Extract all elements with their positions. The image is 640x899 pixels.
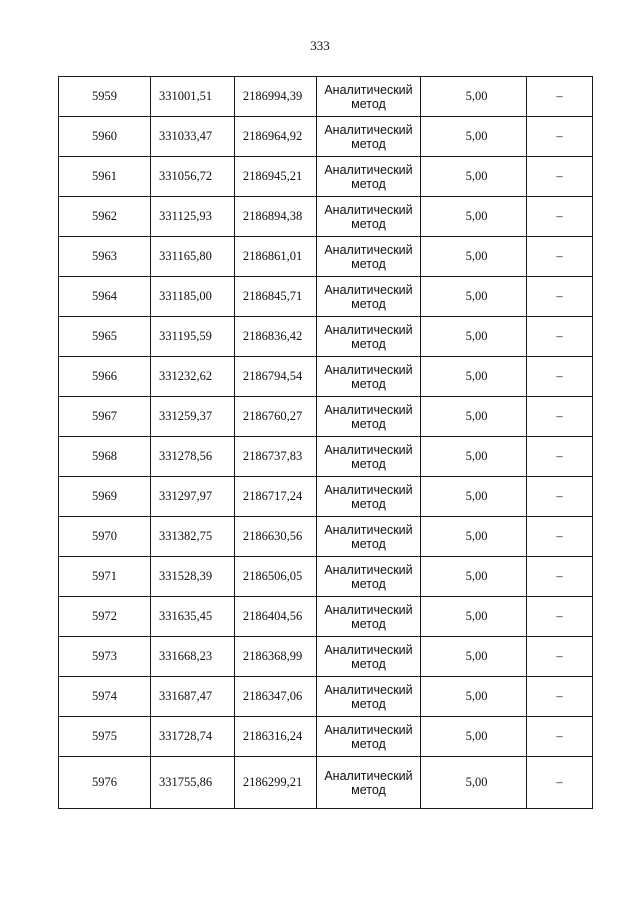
table-row <box>59 637 593 677</box>
note-cell <box>527 317 593 357</box>
method-cell-text: Аналитический метод <box>324 562 413 591</box>
x-coordinate-cell-text: 331382,75 <box>158 529 213 543</box>
method-cell <box>317 317 421 357</box>
note-cell-text: – <box>556 449 563 463</box>
y-coordinate-cell <box>235 317 317 357</box>
point-number-cell <box>59 757 151 809</box>
note-cell-text: – <box>556 529 563 543</box>
method-cell-text: Аналитический метод <box>324 82 413 111</box>
accuracy-cell-text: 5,00 <box>465 409 488 423</box>
note-cell <box>527 197 593 237</box>
method-cell <box>317 157 421 197</box>
y-coordinate-cell-text: 2186964,92 <box>242 129 303 143</box>
note-cell-text: – <box>556 649 563 663</box>
accuracy-cell <box>421 637 527 677</box>
point-number-cell-text: 5971 <box>92 569 117 583</box>
table-row <box>59 557 593 597</box>
note-cell-text: – <box>556 329 563 343</box>
method-cell <box>317 237 421 277</box>
note-cell <box>527 677 593 717</box>
x-coordinate-cell <box>151 637 235 677</box>
method-cell <box>317 477 421 517</box>
x-coordinate-cell-text: 331001,51 <box>158 89 213 103</box>
x-coordinate-cell-text: 331278,56 <box>158 449 213 463</box>
point-number-cell-text: 5969 <box>92 489 117 503</box>
note-cell-text: – <box>556 129 563 143</box>
y-coordinate-cell-text: 2186836,42 <box>242 329 303 343</box>
method-cell <box>317 757 421 809</box>
y-coordinate-cell-text: 2186760,27 <box>242 409 303 423</box>
table-row <box>59 597 593 637</box>
x-coordinate-cell <box>151 117 235 157</box>
accuracy-cell-text: 5,00 <box>465 729 488 743</box>
accuracy-cell-text: 5,00 <box>465 369 488 383</box>
accuracy-cell <box>421 757 527 809</box>
y-coordinate-cell <box>235 677 317 717</box>
note-cell <box>527 757 593 809</box>
note-cell <box>527 357 593 397</box>
table-row <box>59 117 593 157</box>
accuracy-cell <box>421 477 527 517</box>
method-cell-text: Аналитический метод <box>324 362 413 391</box>
accuracy-cell-text: 5,00 <box>465 249 488 263</box>
accuracy-cell <box>421 437 527 477</box>
method-cell-text: Аналитический метод <box>324 722 413 751</box>
method-cell <box>317 357 421 397</box>
point-number-cell <box>59 197 151 237</box>
accuracy-cell <box>421 237 527 277</box>
x-coordinate-cell-text: 331195,59 <box>159 329 212 343</box>
method-cell <box>317 197 421 237</box>
x-coordinate-cell <box>151 157 235 197</box>
x-coordinate-cell-text: 331033,47 <box>158 129 213 143</box>
y-coordinate-cell <box>235 237 317 277</box>
method-cell <box>317 117 421 157</box>
y-coordinate-cell-text: 2186630,56 <box>242 529 303 543</box>
x-coordinate-cell <box>151 277 235 317</box>
point-number-cell <box>59 597 151 637</box>
method-cell <box>317 677 421 717</box>
x-coordinate-cell-text: 331687,47 <box>158 689 213 703</box>
point-number-cell <box>59 517 151 557</box>
accuracy-cell <box>421 117 527 157</box>
method-cell-text: Аналитический метод <box>324 202 413 231</box>
table-row <box>59 437 593 477</box>
x-coordinate-cell <box>151 517 235 557</box>
method-cell-text: Аналитический метод <box>324 682 413 711</box>
accuracy-cell-text: 5,00 <box>465 89 488 103</box>
note-cell <box>527 237 593 277</box>
note-cell <box>527 717 593 757</box>
note-cell <box>527 477 593 517</box>
method-cell <box>317 77 421 117</box>
y-coordinate-cell <box>235 477 317 517</box>
point-number-cell <box>59 157 151 197</box>
accuracy-cell <box>421 517 527 557</box>
y-coordinate-cell-text: 2186506,05 <box>242 569 303 583</box>
y-coordinate-cell <box>235 357 317 397</box>
point-number-cell <box>59 437 151 477</box>
y-coordinate-cell-text: 2186404,56 <box>242 609 303 623</box>
note-cell <box>527 157 593 197</box>
method-cell-text: Аналитический метод <box>324 242 413 271</box>
y-coordinate-cell-text: 2186794,54 <box>242 369 303 383</box>
y-coordinate-cell <box>235 437 317 477</box>
method-cell-text: Аналитический метод <box>324 442 413 471</box>
x-coordinate-cell <box>151 357 235 397</box>
x-coordinate-cell <box>151 677 235 717</box>
accuracy-cell-text: 5,00 <box>465 449 488 463</box>
accuracy-cell <box>421 317 527 357</box>
x-coordinate-cell-text: 331259,37 <box>158 409 213 423</box>
accuracy-cell-text: 5,00 <box>465 649 488 663</box>
point-number-cell <box>59 637 151 677</box>
point-number-cell <box>59 277 151 317</box>
note-cell-text: – <box>556 249 563 263</box>
y-coordinate-cell <box>235 277 317 317</box>
note-cell-text: – <box>556 489 563 503</box>
note-cell <box>527 557 593 597</box>
method-cell-text: Аналитический метод <box>324 642 413 671</box>
point-number-cell-text: 5960 <box>92 129 117 143</box>
method-cell <box>317 557 421 597</box>
note-cell-text: – <box>556 369 563 383</box>
point-number-cell-text: 5974 <box>92 689 117 703</box>
note-cell <box>527 77 593 117</box>
accuracy-cell-text: 5,00 <box>465 129 488 143</box>
table-row <box>59 757 593 809</box>
x-coordinate-cell-text: 331165,80 <box>159 249 212 263</box>
x-coordinate-cell <box>151 437 235 477</box>
x-coordinate-cell-text: 331056,72 <box>158 169 213 183</box>
method-cell-text: Аналитический метод <box>324 402 413 431</box>
accuracy-cell <box>421 397 527 437</box>
y-coordinate-cell <box>235 517 317 557</box>
table-body <box>59 77 593 809</box>
x-coordinate-cell-text: 331185,00 <box>159 289 212 303</box>
table-row <box>59 357 593 397</box>
point-number-cell-text: 5962 <box>92 209 117 223</box>
method-cell <box>317 517 421 557</box>
method-cell <box>317 637 421 677</box>
accuracy-cell <box>421 197 527 237</box>
accuracy-cell-text: 5,00 <box>465 209 488 223</box>
method-cell <box>317 397 421 437</box>
accuracy-cell <box>421 357 527 397</box>
y-coordinate-cell <box>235 597 317 637</box>
x-coordinate-cell <box>151 717 235 757</box>
accuracy-cell <box>421 677 527 717</box>
point-number-cell <box>59 237 151 277</box>
y-coordinate-cell <box>235 757 317 809</box>
table-row <box>59 677 593 717</box>
method-cell-text: Аналитический метод <box>324 122 413 151</box>
x-coordinate-cell-text: 331528,39 <box>158 569 213 583</box>
x-coordinate-cell-text: 331125,93 <box>159 209 212 223</box>
method-cell-text: Аналитический метод <box>324 282 413 311</box>
method-cell <box>317 437 421 477</box>
y-coordinate-cell-text: 2186861,01 <box>242 249 303 263</box>
point-number-cell <box>59 717 151 757</box>
x-coordinate-cell <box>151 557 235 597</box>
method-cell-text: Аналитический метод <box>324 482 413 511</box>
table-row <box>59 517 593 557</box>
note-cell <box>527 117 593 157</box>
accuracy-cell <box>421 597 527 637</box>
point-number-cell-text: 5959 <box>92 89 117 103</box>
y-coordinate-cell-text: 2186717,24 <box>242 489 303 503</box>
point-number-cell <box>59 77 151 117</box>
point-number-cell-text: 5973 <box>92 649 117 663</box>
point-number-cell <box>59 677 151 717</box>
table-row <box>59 477 593 517</box>
table-row <box>59 277 593 317</box>
method-cell-text: Аналитический метод <box>324 162 413 191</box>
note-cell <box>527 597 593 637</box>
accuracy-cell-text: 5,00 <box>465 489 488 503</box>
point-number-cell <box>59 477 151 517</box>
y-coordinate-cell-text: 2186845,71 <box>242 289 303 303</box>
note-cell-text: – <box>556 569 563 583</box>
point-number-cell-text: 5964 <box>92 289 117 303</box>
y-coordinate-cell-text: 2186316,24 <box>242 729 303 743</box>
point-number-cell-text: 5967 <box>92 409 117 423</box>
note-cell-text: – <box>556 409 563 423</box>
accuracy-cell-text: 5,00 <box>465 775 488 789</box>
point-number-cell-text: 5963 <box>92 249 117 263</box>
y-coordinate-cell-text: 2186347,06 <box>242 689 303 703</box>
point-number-cell <box>59 557 151 597</box>
y-coordinate-cell <box>235 117 317 157</box>
y-coordinate-cell-text: 2186737,83 <box>242 449 303 463</box>
table-row <box>59 157 593 197</box>
x-coordinate-cell <box>151 317 235 357</box>
x-coordinate-cell-text: 331668,23 <box>158 649 213 663</box>
point-number-cell-text: 5965 <box>92 329 117 343</box>
x-coordinate-cell <box>151 597 235 637</box>
y-coordinate-cell <box>235 637 317 677</box>
coordinates-table <box>58 76 593 809</box>
accuracy-cell-text: 5,00 <box>465 689 488 703</box>
table-row <box>59 317 593 357</box>
note-cell <box>527 637 593 677</box>
note-cell-text: – <box>556 169 563 183</box>
y-coordinate-cell-text: 2186994,39 <box>242 89 303 103</box>
point-number-cell <box>59 117 151 157</box>
accuracy-cell <box>421 277 527 317</box>
y-coordinate-cell-text: 2186894,38 <box>242 209 303 223</box>
point-number-cell <box>59 397 151 437</box>
method-cell <box>317 717 421 757</box>
note-cell-text: – <box>556 289 563 303</box>
point-number-cell-text: 5970 <box>92 529 117 543</box>
accuracy-cell-text: 5,00 <box>465 569 488 583</box>
y-coordinate-cell-text: 2186945,21 <box>242 169 303 183</box>
table-row <box>59 237 593 277</box>
y-coordinate-cell <box>235 77 317 117</box>
method-cell <box>317 277 421 317</box>
accuracy-cell <box>421 557 527 597</box>
x-coordinate-cell-text: 331297,97 <box>158 489 213 503</box>
accuracy-cell <box>421 77 527 117</box>
note-cell-text: – <box>556 609 563 623</box>
x-coordinate-cell <box>151 237 235 277</box>
accuracy-cell-text: 5,00 <box>465 289 488 303</box>
accuracy-cell-text: 5,00 <box>465 329 488 343</box>
note-cell-text: – <box>556 775 563 789</box>
y-coordinate-cell-text: 2186299,21 <box>242 775 303 789</box>
point-number-cell-text: 5961 <box>92 169 117 183</box>
y-coordinate-cell <box>235 397 317 437</box>
note-cell-text: – <box>556 729 563 743</box>
table-row <box>59 77 593 117</box>
method-cell-text: Аналитический метод <box>324 768 413 797</box>
note-cell <box>527 397 593 437</box>
method-cell <box>317 597 421 637</box>
x-coordinate-cell <box>151 477 235 517</box>
method-cell-text: Аналитический метод <box>324 322 413 351</box>
accuracy-cell-text: 5,00 <box>465 169 488 183</box>
method-cell-text: Аналитический метод <box>324 602 413 631</box>
point-number-cell-text: 5966 <box>92 369 117 383</box>
y-coordinate-cell <box>235 157 317 197</box>
y-coordinate-cell-text: 2186368,99 <box>242 649 303 663</box>
x-coordinate-cell <box>151 757 235 809</box>
table-row <box>59 397 593 437</box>
method-cell-text: Аналитический метод <box>324 522 413 551</box>
x-coordinate-cell <box>151 77 235 117</box>
y-coordinate-cell <box>235 717 317 757</box>
note-cell-text: – <box>556 689 563 703</box>
point-number-cell-text: 5976 <box>92 775 117 789</box>
x-coordinate-cell-text: 331232,62 <box>158 369 213 383</box>
x-coordinate-cell <box>151 197 235 237</box>
note-cell <box>527 517 593 557</box>
x-coordinate-cell-text: 331728,74 <box>158 729 213 743</box>
table-row <box>59 197 593 237</box>
note-cell-text: – <box>556 89 563 103</box>
accuracy-cell-text: 5,00 <box>465 609 488 623</box>
y-coordinate-cell <box>235 557 317 597</box>
table-row <box>59 717 593 757</box>
y-coordinate-cell <box>235 197 317 237</box>
note-cell <box>527 437 593 477</box>
page-number: 333 <box>310 38 330 53</box>
point-number-cell <box>59 317 151 357</box>
point-number-cell-text: 5972 <box>92 609 117 623</box>
x-coordinate-cell-text: 331635,45 <box>158 609 213 623</box>
point-number-cell-text: 5968 <box>92 449 117 463</box>
accuracy-cell <box>421 157 527 197</box>
note-cell <box>527 277 593 317</box>
x-coordinate-cell-text: 331755,86 <box>158 775 213 789</box>
accuracy-cell-text: 5,00 <box>465 529 488 543</box>
accuracy-cell <box>421 717 527 757</box>
note-cell-text: – <box>556 209 563 223</box>
point-number-cell <box>59 357 151 397</box>
point-number-cell-text: 5975 <box>92 729 117 743</box>
x-coordinate-cell <box>151 397 235 437</box>
